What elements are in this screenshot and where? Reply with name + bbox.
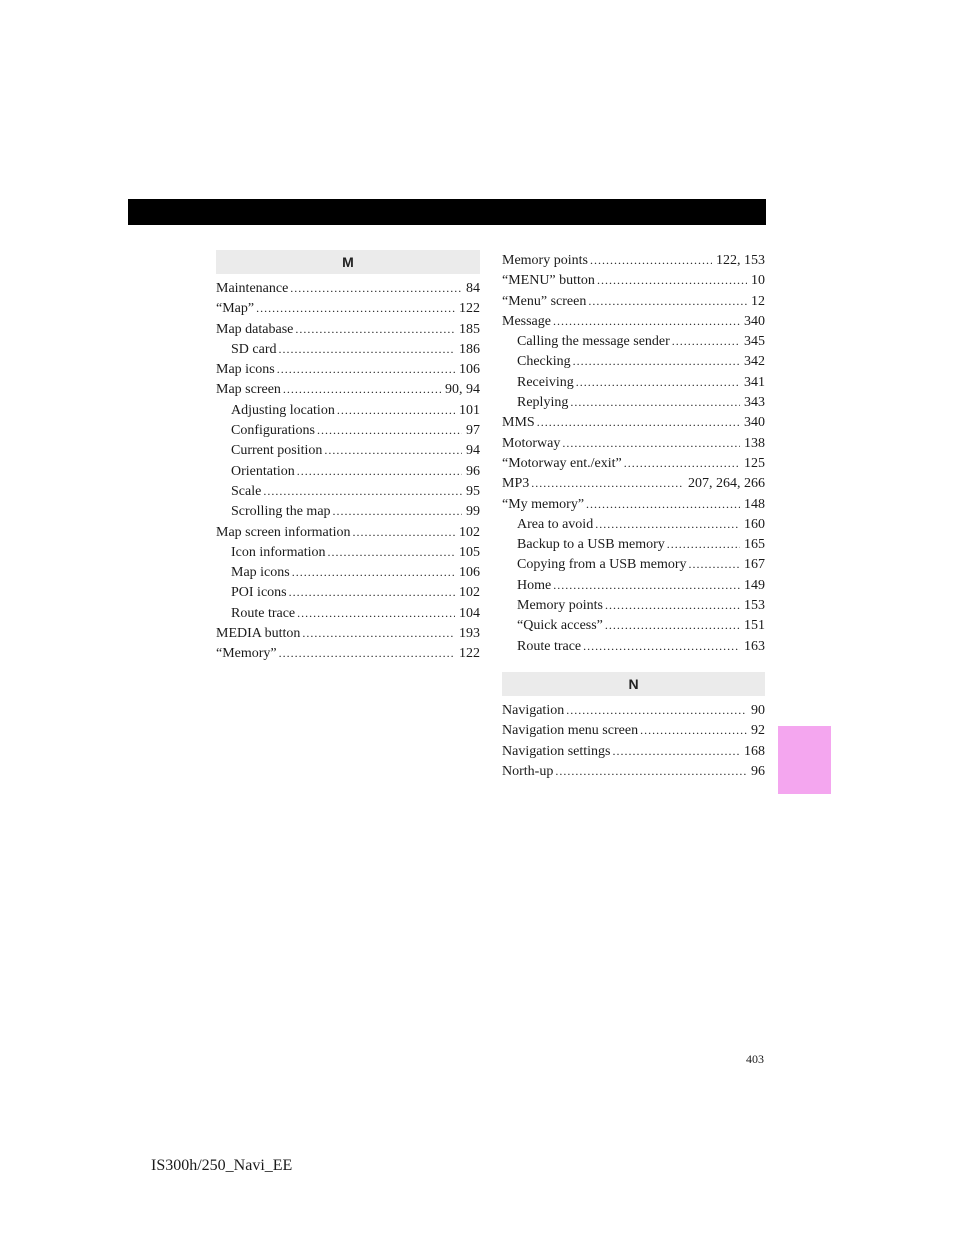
index-entry <box>502 494 765 514</box>
index-entry <box>216 278 480 298</box>
index-term: POI icons <box>231 585 287 601</box>
index-entry <box>216 319 480 339</box>
dot-leader <box>613 741 741 761</box>
dot-leader <box>605 615 740 635</box>
index-subentry <box>502 392 765 412</box>
dot-leader <box>624 453 740 473</box>
dot-leader <box>256 298 455 318</box>
index-subentry <box>216 501 480 521</box>
dot-leader <box>640 720 747 740</box>
page-reference: 102 <box>459 585 480 601</box>
dot-leader <box>317 420 462 440</box>
dot-leader <box>588 291 747 311</box>
dot-leader <box>689 554 740 574</box>
index-entry <box>502 761 765 781</box>
index-term: Backup to a USB memory <box>517 537 665 553</box>
index-term: SD card <box>231 341 277 357</box>
page-reference: 340 <box>744 415 765 431</box>
page-reference: 12 <box>751 293 765 309</box>
page-reference: 102 <box>459 524 480 540</box>
index-term: “Memory” <box>216 646 277 662</box>
index-entry <box>502 700 765 720</box>
index-term: Route trace <box>231 605 296 621</box>
index-subentry <box>216 603 480 623</box>
page-reference: 138 <box>744 435 765 451</box>
index-subentry <box>216 481 480 501</box>
index-term: Map screen <box>216 382 281 398</box>
index-subentry <box>502 514 765 534</box>
page-reference: 340 <box>744 313 765 329</box>
index-term: Navigation menu screen <box>502 723 639 739</box>
index-term: Replying <box>517 395 569 411</box>
page-reference: 345 <box>744 334 765 350</box>
index-term: Adjusting location <box>231 402 335 418</box>
index-term: MMS <box>502 415 535 431</box>
page-reference: 106 <box>459 362 480 378</box>
index-term: “Menu” screen <box>502 293 587 309</box>
dot-leader <box>667 534 740 554</box>
index-column-left <box>216 250 480 664</box>
index-term: Current position <box>231 443 323 459</box>
index-subentry <box>502 575 765 595</box>
footer-document-code: IS300h/250_Navi_EE <box>151 1157 293 1174</box>
page-reference: 106 <box>459 565 480 581</box>
dot-leader <box>562 433 740 453</box>
index-term: MEDIA button <box>216 626 301 642</box>
page-reference: 165 <box>744 537 765 553</box>
dot-leader <box>605 595 740 615</box>
index-list-n <box>502 700 765 781</box>
dot-leader <box>290 278 462 298</box>
page-reference: 99 <box>466 504 480 520</box>
index-entry <box>216 643 480 663</box>
index-term: Home <box>517 577 552 593</box>
page-reference: 101 <box>459 402 480 418</box>
index-term: Calling the message sender <box>517 334 670 350</box>
index-term: Message <box>502 313 551 329</box>
index-entry <box>216 298 480 318</box>
dot-leader <box>537 412 740 432</box>
dot-leader <box>333 501 462 521</box>
index-term: Memory points <box>502 253 588 268</box>
index-term: Map screen information <box>216 524 351 540</box>
dot-leader <box>302 623 455 643</box>
page-reference: 94 <box>466 443 480 459</box>
page-reference: 96 <box>751 763 765 779</box>
index-entry <box>216 379 480 399</box>
index-list-m-left <box>216 278 480 664</box>
index-subentry <box>502 636 765 656</box>
dot-leader <box>566 700 747 720</box>
index-subentry <box>216 582 480 602</box>
index-entry <box>502 291 765 311</box>
dot-leader <box>672 331 740 351</box>
index-term: Scrolling the map <box>231 504 331 520</box>
dot-leader <box>289 582 455 602</box>
index-term: “Motorway ent./exit” <box>502 455 622 471</box>
index-term: Icon information <box>231 544 326 560</box>
index-entry <box>502 741 765 761</box>
index-term: Map icons <box>231 565 290 581</box>
page-reference: 342 <box>744 354 765 370</box>
index-subentry <box>502 595 765 615</box>
dot-leader <box>263 481 462 501</box>
dot-leader <box>597 270 747 290</box>
page-reference: 90 <box>751 702 765 718</box>
dot-leader <box>277 359 455 379</box>
index-entry <box>502 311 765 331</box>
index-subentry <box>216 562 480 582</box>
index-subentry <box>502 331 765 351</box>
index-term: “MENU” button <box>502 273 595 289</box>
index-subentry <box>216 461 480 481</box>
index-column-right <box>502 250 765 781</box>
page-reference: 95 <box>466 483 480 499</box>
index-entry <box>502 720 765 740</box>
index-term: Map icons <box>216 362 275 378</box>
page-reference: 167 <box>744 557 765 573</box>
dot-leader <box>595 514 740 534</box>
index-entry <box>502 412 765 432</box>
page-reference: 185 <box>459 321 480 337</box>
top-header-bar <box>128 199 766 225</box>
index-term: Motorway <box>502 435 561 451</box>
index-subentry <box>502 372 765 392</box>
index-term: Navigation <box>502 702 565 718</box>
index-term: Route trace <box>517 638 582 654</box>
dot-leader <box>590 250 712 270</box>
dot-leader <box>283 379 441 399</box>
index-term: Checking <box>517 354 571 370</box>
dot-leader <box>555 761 747 781</box>
dot-leader <box>553 311 740 331</box>
dot-leader <box>531 473 684 493</box>
page-reference: 105 <box>459 544 480 560</box>
index-term: Receiving <box>517 374 574 390</box>
page-reference: 84 <box>466 281 480 296</box>
dot-leader <box>297 461 462 481</box>
page-number: 403 <box>746 1052 764 1066</box>
index-subentry <box>502 615 765 635</box>
dot-leader <box>583 636 740 656</box>
index-subentry <box>502 351 765 371</box>
dot-leader <box>324 440 462 460</box>
index-subentry <box>216 542 480 562</box>
index-term: Scale <box>231 483 262 499</box>
index-list-m-right <box>502 250 765 656</box>
index-term: Area to avoid <box>517 516 594 532</box>
page-reference: 163 <box>744 638 765 654</box>
index-term: Map database <box>216 321 294 337</box>
index-entry <box>216 623 480 643</box>
index-subentry <box>216 440 480 460</box>
index-term: “Quick access” <box>517 618 603 634</box>
dot-leader <box>573 351 740 371</box>
index-term: MP3 <box>502 476 530 492</box>
page-reference: 149 <box>744 577 765 593</box>
index-term: “My memory” <box>502 496 585 512</box>
dot-leader <box>297 603 455 623</box>
index-term: Configurations <box>231 423 315 439</box>
index-entry <box>502 453 765 473</box>
index-subentry <box>216 400 480 420</box>
page-reference: 168 <box>744 743 765 759</box>
page-reference: 125 <box>744 455 765 471</box>
index-entry <box>216 522 480 542</box>
index-term: Navigation settings <box>502 743 611 759</box>
page-reference: 90, 94 <box>445 382 480 398</box>
page-reference: 160 <box>744 516 765 532</box>
dot-leader <box>279 339 456 359</box>
page-reference: 96 <box>466 463 480 479</box>
index-term: Copying from a USB memory <box>517 557 687 573</box>
dot-leader <box>279 643 455 663</box>
index-subentry <box>502 554 765 574</box>
section-header-n: N <box>502 672 765 696</box>
dot-leader <box>295 319 455 339</box>
dot-leader <box>553 575 740 595</box>
index-term: North-up <box>502 763 554 779</box>
page-reference: 10 <box>751 273 765 289</box>
dot-leader <box>586 494 740 514</box>
page-reference: 341 <box>744 374 765 390</box>
index-term: Maintenance <box>216 281 289 296</box>
index-entry <box>502 270 765 290</box>
index-entry <box>216 359 480 379</box>
section-header-m: M <box>216 250 480 274</box>
page-reference: 122 <box>459 646 480 662</box>
index-entry <box>502 433 765 453</box>
page-reference: 92 <box>751 723 765 739</box>
index-term: Orientation <box>231 463 295 479</box>
index-entry <box>502 473 765 493</box>
index-subentry <box>216 420 480 440</box>
dot-leader <box>576 372 740 392</box>
index-term: “Map” <box>216 301 255 317</box>
page-reference: 104 <box>459 605 480 621</box>
page-reference: 207, 264, 266 <box>688 476 765 492</box>
page-reference: 148 <box>744 496 765 512</box>
index-subentry <box>502 534 765 554</box>
page-reference: 343 <box>744 395 765 411</box>
dot-leader <box>292 562 455 582</box>
index-term: Memory points <box>517 598 603 614</box>
page-reference: 122 <box>459 301 480 317</box>
index-entry <box>502 250 765 270</box>
index-subentry <box>216 339 480 359</box>
page-reference: 153 <box>744 598 765 614</box>
page-reference: 193 <box>459 626 480 642</box>
dot-leader <box>570 392 740 412</box>
page-reference: 151 <box>744 618 765 634</box>
page-reference: 186 <box>459 341 480 357</box>
page-reference: 122, 153 <box>716 253 765 268</box>
page-reference: 97 <box>466 423 480 439</box>
dot-leader <box>327 542 455 562</box>
section-thumb-tab <box>778 726 831 794</box>
dot-leader <box>337 400 455 420</box>
dot-leader <box>353 522 455 542</box>
